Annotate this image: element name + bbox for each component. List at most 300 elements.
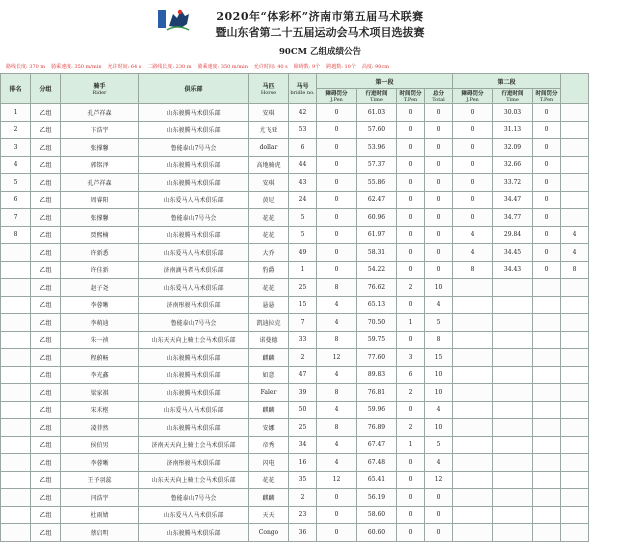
cell-group: 乙组 (31, 244, 61, 262)
cell-r1-jpen: 8 (317, 331, 357, 349)
cell-r2-time (493, 506, 533, 524)
table-row (1, 366, 640, 384)
cell-r2-tpen (533, 349, 561, 367)
cell-r1-time: 77.60 (357, 349, 397, 367)
cell-horse: 豹爵 (249, 261, 289, 279)
cell-r1-tpen: 0 (397, 489, 425, 507)
cell-horse: 尤飞亚 (249, 121, 289, 139)
cell-bridle: 6 (289, 139, 317, 157)
cell-r2-jpen (453, 524, 493, 542)
cell-r2-jpen: 0 (453, 156, 493, 174)
cell-bridle: 43 (289, 174, 317, 192)
metric-item: 障碍数: 9个 (293, 64, 321, 70)
cell-r2-total (561, 314, 589, 332)
cell-r2-total (561, 384, 589, 402)
event-title: 2020年“体彩杯”济南市第五届马术联赛 (216, 10, 424, 23)
table-row (1, 454, 640, 472)
cell-r2-time: 32.66 (493, 156, 533, 174)
cell-horse: 闪电 (249, 454, 289, 472)
cell-horse: dollar (249, 139, 289, 157)
cell-bridle: 34 (289, 436, 317, 454)
cell-r1-jpen: 0 (317, 174, 357, 192)
cell-bridle: 2 (289, 489, 317, 507)
cell-r1-jpen: 0 (317, 226, 357, 244)
cell-club: 山东骏腾马术俱乐部 (139, 524, 249, 542)
cell-r2-jpen (453, 401, 493, 419)
cell-rider: 孔芦祥森 (61, 104, 139, 122)
cell-r1-total: 10 (425, 384, 453, 402)
cell-r1-time: 57.60 (357, 121, 397, 139)
cell-r1-time: 55.86 (357, 174, 397, 192)
table-row (1, 401, 640, 419)
cell-group: 乙组 (31, 174, 61, 192)
metric-item: 允许时间: 40 s (253, 64, 288, 70)
cell-bridle: 5 (289, 209, 317, 227)
cell-r1-jpen: 4 (317, 436, 357, 454)
cell-r1-time: 60.60 (357, 524, 397, 542)
cell-r1-time: 76.81 (357, 384, 397, 402)
table-row (1, 349, 640, 367)
cell-bridle: 7 (289, 314, 317, 332)
table-row (1, 174, 640, 192)
cell-r1-jpen: 0 (317, 121, 357, 139)
cell-r2-tpen: 0 (533, 174, 561, 192)
cell-bridle: 44 (289, 156, 317, 174)
event-subtitle: 暨山东省第二十五届运动会马术项目选拔赛 (215, 26, 425, 39)
cell-club: 山东骏腾马术俱乐部 (139, 104, 249, 122)
cell-r2-tpen (533, 471, 561, 489)
cell-r2-jpen (453, 506, 493, 524)
cell-r2-total: 4 (561, 244, 589, 262)
cell-r2-tpen (533, 454, 561, 472)
cell-r1-total: 10 (425, 419, 453, 437)
cell-r2-total (561, 279, 589, 297)
cell-r1-tpen: 0 (397, 471, 425, 489)
metric-item: 高度: 90cm (361, 64, 390, 70)
cell-r2-jpen (453, 279, 493, 297)
cell-horse: 天天 (249, 506, 289, 524)
col-club: 俱乐部 (139, 74, 249, 104)
cell-r1-jpen: 0 (317, 244, 357, 262)
cell-club: 山东爱马人马术俱乐部 (139, 506, 249, 524)
cell-bridle: 2 (289, 349, 317, 367)
cell-r1-jpen: 0 (317, 524, 357, 542)
cell-r2-tpen (533, 331, 561, 349)
cell-rank (1, 384, 31, 402)
round1-header: 第一段 (317, 74, 453, 89)
cell-horse: 高地骑虎 (249, 156, 289, 174)
cell-r1-tpen: 0 (397, 244, 425, 262)
cell-r1-total: 4 (425, 454, 453, 472)
cell-r2-time: 34.43 (493, 261, 533, 279)
cell-r2-tpen (533, 419, 561, 437)
metric-item: 跨越数: 10个 (326, 64, 356, 70)
cell-rank: 6 (1, 191, 31, 209)
cell-r2-jpen: 0 (453, 104, 493, 122)
cell-r1-time: 70.50 (357, 314, 397, 332)
cell-r2-time (493, 366, 533, 384)
cell-horse: 花花 (249, 226, 289, 244)
cell-club: 济南彤骏马术俱乐部 (139, 296, 249, 314)
cell-r1-total: 0 (425, 524, 453, 542)
cell-bridle: 53 (289, 121, 317, 139)
cell-r2-jpen: 0 (453, 121, 493, 139)
cell-r2-total (561, 489, 589, 507)
cell-r2-jpen: 8 (453, 261, 493, 279)
cell-r1-tpen: 0 (397, 104, 425, 122)
cell-rank: 5 (1, 174, 31, 192)
cell-r1-tpen: 3 (397, 349, 425, 367)
cell-r2-time (493, 471, 533, 489)
cell-r1-tpen: 0 (397, 156, 425, 174)
cell-r2-jpen: 4 (453, 244, 493, 262)
table-row (1, 506, 640, 524)
cell-r2-jpen: 0 (453, 209, 493, 227)
cell-r2-time (493, 384, 533, 402)
cell-club: 山东爱马人马术俱乐部 (139, 191, 249, 209)
cell-rider: 侯伯男 (61, 436, 139, 454)
cell-horse: 悬悬 (249, 296, 289, 314)
cell-r1-tpen: 0 (397, 139, 425, 157)
cell-r2-total (561, 209, 589, 227)
table-row (1, 471, 640, 489)
cell-rider: 蔡启明 (61, 524, 139, 542)
cell-rider: 朱一祯 (61, 331, 139, 349)
cell-group: 乙组 (31, 314, 61, 332)
cell-r2-tpen (533, 524, 561, 542)
cell-r1-total: 0 (425, 174, 453, 192)
cell-r2-jpen (453, 436, 493, 454)
cell-r2-jpen (453, 349, 493, 367)
cell-rank (1, 524, 31, 542)
cell-r2-tpen (533, 296, 561, 314)
cell-group: 乙组 (31, 489, 61, 507)
cell-r1-total: 12 (425, 471, 453, 489)
cell-r2-tpen (533, 401, 561, 419)
cell-r2-tpen (533, 314, 561, 332)
cell-group: 乙组 (31, 209, 61, 227)
cell-r1-tpen: 6 (397, 366, 425, 384)
cell-r2-jpen: 0 (453, 191, 493, 209)
cell-rank (1, 489, 31, 507)
cell-rank (1, 244, 31, 262)
cell-r2-total (561, 349, 589, 367)
cell-r2-tpen: 0 (533, 139, 561, 157)
cell-r2-jpen (453, 296, 493, 314)
cell-r1-time: 58.60 (357, 506, 397, 524)
cell-r1-jpen: 8 (317, 384, 357, 402)
cell-club: 山东爱马人马术俱乐部 (139, 244, 249, 262)
cell-horse: 花花 (249, 471, 289, 489)
table-row (1, 419, 640, 437)
cell-r2-time (493, 279, 533, 297)
cell-bridle: 50 (289, 401, 317, 419)
cell-rider: 周睿阳 (61, 191, 139, 209)
cell-r1-jpen: 8 (317, 279, 357, 297)
cell-group: 乙组 (31, 506, 61, 524)
cell-r1-time: 76.62 (357, 279, 397, 297)
col-r2-time: 行进时间 Time (493, 89, 533, 104)
cell-r2-time (493, 401, 533, 419)
cell-r1-total: 0 (425, 506, 453, 524)
cell-r1-jpen: 0 (317, 156, 357, 174)
cell-rider: 郭铭泽 (61, 156, 139, 174)
cell-r1-tpen: 0 (397, 296, 425, 314)
results-table (0, 73, 640, 542)
cell-club: 山东骏腾马术俱乐部 (139, 349, 249, 367)
cell-r1-total: 8 (425, 331, 453, 349)
cell-rank (1, 454, 31, 472)
cell-rank: 4 (1, 156, 31, 174)
table-row (1, 156, 640, 174)
cell-r1-time: 56.19 (357, 489, 397, 507)
cell-r2-time: 33.72 (493, 174, 533, 192)
cell-club: 山东骏腾马术俱乐部 (139, 121, 249, 139)
cell-r1-time: 67.47 (357, 436, 397, 454)
cell-group: 乙组 (31, 226, 61, 244)
cell-bridle: 42 (289, 104, 317, 122)
cell-bridle: 16 (289, 454, 317, 472)
cell-group: 乙组 (31, 156, 61, 174)
cell-r1-jpen: 0 (317, 104, 357, 122)
cell-r1-tpen: 0 (397, 121, 425, 139)
cell-r2-jpen (453, 314, 493, 332)
cell-club: 济南天天向上骑士会马术俱乐部 (139, 436, 249, 454)
metric-item: 二路线长度: 230 m (147, 64, 192, 70)
cell-r1-jpen: 4 (317, 296, 357, 314)
cell-r2-total (561, 454, 589, 472)
cell-rider: 赵子尧 (61, 279, 139, 297)
cell-r2-tpen (533, 506, 561, 524)
cell-club: 山东骏腾马术俱乐部 (139, 156, 249, 174)
cell-rank (1, 419, 31, 437)
cell-r1-time: 76.89 (357, 419, 397, 437)
cell-r1-time: 65.41 (357, 471, 397, 489)
cell-rider: 张撑馨 (61, 139, 139, 157)
cell-r1-total: 0 (425, 104, 453, 122)
col-rider: 骑手 Rider (61, 74, 139, 104)
cell-rider: 宋禾枢 (61, 401, 139, 419)
cell-r2-jpen: 0 (453, 139, 493, 157)
cell-r2-time: 29.84 (493, 226, 533, 244)
cell-r2-time (493, 349, 533, 367)
cell-r2-tpen (533, 384, 561, 402)
table-row (1, 244, 640, 262)
cell-rank (1, 436, 31, 454)
cell-r2-time: 34.45 (493, 244, 533, 262)
col-r2-tpen: 时间罚分 T.Pen (533, 89, 561, 104)
cell-r1-total: 0 (425, 121, 453, 139)
cell-r1-time: 67.48 (357, 454, 397, 472)
cell-r2-jpen (453, 366, 493, 384)
cell-rank (1, 401, 31, 419)
cell-r2-total (561, 401, 589, 419)
cell-r1-tpen: 0 (397, 401, 425, 419)
cell-r2-time (493, 454, 533, 472)
cell-group: 乙组 (31, 436, 61, 454)
cell-r2-tpen (533, 489, 561, 507)
cell-rank: 8 (1, 226, 31, 244)
col-r1-tpen: 时间罚分 T.Pen (397, 89, 425, 104)
cell-rider: 李蓉晰 (61, 296, 139, 314)
cell-r1-total: 5 (425, 314, 453, 332)
cell-rider: 张撑馨 (61, 209, 139, 227)
cell-rank: 3 (1, 139, 31, 157)
cell-rank (1, 349, 31, 367)
cell-r2-time: 34.47 (493, 191, 533, 209)
cell-bridle: 47 (289, 366, 317, 384)
cell-club: 鲁能泰山7号马会 (139, 314, 249, 332)
cell-bridle: 15 (289, 296, 317, 314)
cell-r1-time: 61.03 (357, 104, 397, 122)
table-row (1, 524, 640, 542)
cell-r2-total (561, 436, 589, 454)
cell-r1-jpen: 4 (317, 314, 357, 332)
metric-item: 路线长度: 370 m (6, 64, 46, 70)
cell-rider: 程蔚畅 (61, 349, 139, 367)
cell-r2-time (493, 419, 533, 437)
table-row (1, 296, 640, 314)
cell-r2-total (561, 524, 589, 542)
cell-club: 山东爱马人马术俱乐部 (139, 401, 249, 419)
cell-r1-total: 0 (425, 156, 453, 174)
cell-r2-total (561, 104, 589, 122)
cell-rider: 李萌迪 (61, 314, 139, 332)
cell-r1-tpen: 2 (397, 279, 425, 297)
cell-r1-time: 61.97 (357, 226, 397, 244)
cell-club: 鲁能泰山7号马会 (139, 139, 249, 157)
cell-bridle: 36 (289, 524, 317, 542)
cell-horse: 麒麟 (249, 401, 289, 419)
cell-rider: 许佳新 (61, 261, 139, 279)
table-row (1, 261, 640, 279)
cell-r1-time: 53.96 (357, 139, 397, 157)
cell-r1-jpen: 4 (317, 366, 357, 384)
cell-r1-jpen: 12 (317, 471, 357, 489)
cell-rank: 7 (1, 209, 31, 227)
cell-bridle: 35 (289, 471, 317, 489)
cell-rank (1, 296, 31, 314)
cell-group: 乙组 (31, 261, 61, 279)
cell-club: 济南彤骏马术俱乐部 (139, 454, 249, 472)
cell-r2-total (561, 331, 589, 349)
cell-group: 乙组 (31, 471, 61, 489)
cell-r2-total (561, 366, 589, 384)
table-row (1, 226, 640, 244)
cell-r1-tpen: 0 (397, 226, 425, 244)
cell-r1-time: 65.13 (357, 296, 397, 314)
cell-r2-jpen: 0 (453, 174, 493, 192)
cell-r1-tpen: 1 (397, 436, 425, 454)
cell-r2-tpen: 0 (533, 104, 561, 122)
cell-r1-total: 0 (425, 489, 453, 507)
cell-horse: 安娜 (249, 419, 289, 437)
cell-r1-jpen: 0 (317, 506, 357, 524)
cell-r1-time: 57.37 (357, 156, 397, 174)
col-horse: 马匹 Horse (249, 74, 289, 104)
col-rank: 排名 (1, 74, 31, 104)
cell-bridle: 5 (289, 226, 317, 244)
results-heading: 90CM 乙组成绩公告 (279, 47, 361, 57)
cell-rank (1, 506, 31, 524)
cell-r1-tpen: 0 (397, 331, 425, 349)
cell-r2-time (493, 524, 533, 542)
col-r1-jpen: 障碍罚分 J.Pen (317, 89, 357, 104)
course-metrics (0, 63, 640, 72)
cell-r2-tpen (533, 279, 561, 297)
cell-r1-total: 0 (425, 226, 453, 244)
cell-club: 山东爱马人马术俱乐部 (139, 279, 249, 297)
cell-r2-tpen (533, 436, 561, 454)
cell-r2-time (493, 331, 533, 349)
cell-r2-total (561, 506, 589, 524)
cell-r1-total: 0 (425, 191, 453, 209)
cell-r2-total (561, 174, 589, 192)
cell-club: 山东骏腾马术俱乐部 (139, 174, 249, 192)
cell-r1-jpen: 0 (317, 191, 357, 209)
cell-r2-tpen: 0 (533, 244, 561, 262)
table-row (1, 279, 640, 297)
cell-r1-total: 5 (425, 436, 453, 454)
cell-horse: 大乔 (249, 244, 289, 262)
cell-r2-jpen (453, 331, 493, 349)
table-row (1, 436, 640, 454)
cell-r2-jpen: 4 (453, 226, 493, 244)
cell-r2-total (561, 156, 589, 174)
cell-r1-jpen: 0 (317, 489, 357, 507)
cell-rider: 许新悉 (61, 244, 139, 262)
cell-group: 乙组 (31, 401, 61, 419)
cell-r2-tpen (533, 366, 561, 384)
cell-horse: 安琪 (249, 104, 289, 122)
cell-r1-time: 59.75 (357, 331, 397, 349)
table-row (1, 489, 640, 507)
cell-r1-tpen: 2 (397, 419, 425, 437)
cell-r2-jpen (453, 419, 493, 437)
cell-rank: 1 (1, 104, 31, 122)
cell-rider: 王予羽蕊 (61, 471, 139, 489)
cell-r2-total (561, 471, 589, 489)
cell-horse: 安琪 (249, 174, 289, 192)
cell-club: 山东骏腾马术俱乐部 (139, 384, 249, 402)
round2-header: 第二段 (453, 74, 561, 89)
cell-r2-tpen: 0 (533, 121, 561, 139)
cell-club: 鲁能泰山7号马会 (139, 209, 249, 227)
cell-horse: 诺曼德 (249, 331, 289, 349)
cell-r1-total: 10 (425, 279, 453, 297)
cell-r1-tpen: 0 (397, 209, 425, 227)
cell-r2-time (493, 296, 533, 314)
cell-group: 乙组 (31, 279, 61, 297)
cell-r1-total: 0 (425, 209, 453, 227)
cell-r2-jpen (453, 454, 493, 472)
cell-horse: 黄尼 (249, 191, 289, 209)
cell-r2-time: 32.09 (493, 139, 533, 157)
cell-group: 乙组 (31, 331, 61, 349)
cell-r1-time: 60.96 (357, 209, 397, 227)
cell-r1-tpen: 2 (397, 384, 425, 402)
cell-r2-total: 4 (561, 226, 589, 244)
cell-rider: 梁家祺 (61, 384, 139, 402)
cell-r1-tpen: 0 (397, 174, 425, 192)
cell-rider: 凌菲然 (61, 419, 139, 437)
cell-club: 济南滴马者马术俱乐部 (139, 261, 249, 279)
col-bridle: 马号 bridle no. (289, 74, 317, 104)
cell-r2-time: 31.13 (493, 121, 533, 139)
metric-item: 骑乘速度: 350 m/min (197, 64, 248, 70)
table-row (1, 191, 640, 209)
cell-r2-tpen: 0 (533, 226, 561, 244)
